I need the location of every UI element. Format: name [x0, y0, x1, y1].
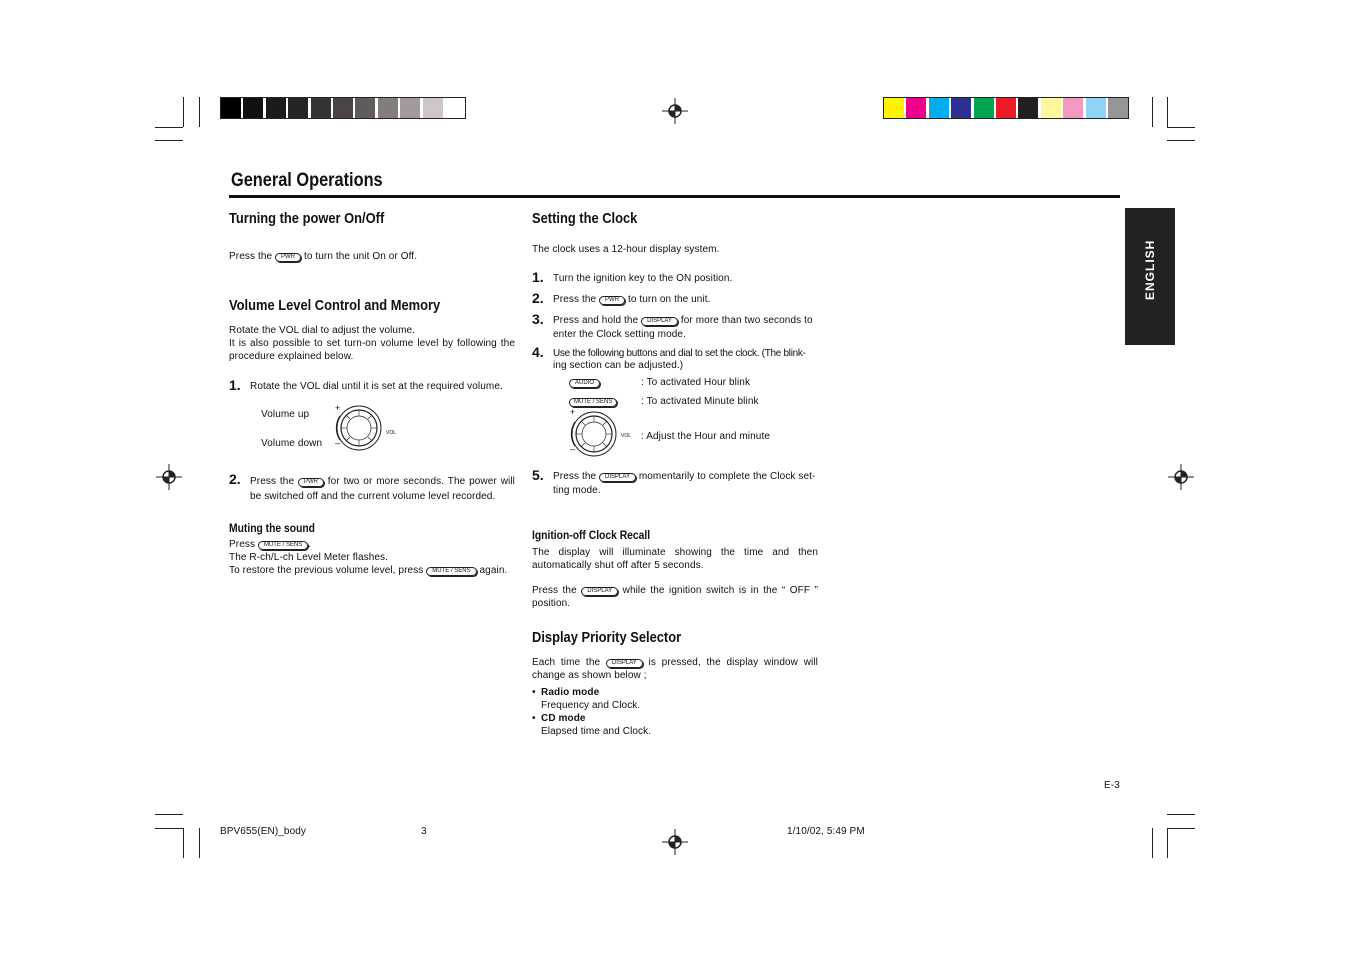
color-swatch [1018, 98, 1038, 118]
volume-step1: Rotate the VOL dial until it is set at the required volume. [250, 381, 503, 392]
color-swatch [884, 98, 904, 118]
text: Press the [532, 585, 577, 596]
pwr-button: PWR [275, 253, 301, 262]
step-number: 2. [229, 471, 241, 487]
clock-step5-line2: ting mode. [553, 485, 601, 496]
step-number: 2. [532, 290, 544, 306]
volume-up-label: Volume up [261, 409, 310, 420]
crop-mark [1167, 814, 1195, 815]
mute-sens-button: MUTE / SENS [569, 398, 617, 407]
registration-mark-icon [156, 464, 182, 490]
clock-step3-line2: enter the Clock setting mode. [553, 329, 686, 340]
display-button: DISPLAY [606, 659, 643, 668]
color-swatch [400, 98, 420, 118]
crop-mark [1152, 97, 1153, 127]
text: again. [479, 565, 508, 576]
recall-p1: The display will illuminate showing the time and then automatically shut off after 5 seconds. [532, 547, 818, 571]
title-rule [229, 195, 1120, 198]
color-swatch [333, 98, 353, 118]
color-swatch [243, 98, 263, 118]
text: momentarily to complete the Clock set- [638, 471, 816, 482]
language-tab-label: ENGLISH [1143, 239, 1157, 300]
pwr-button: PWR [298, 478, 324, 487]
crop-mark [199, 828, 200, 858]
minus-sign: – [570, 444, 576, 454]
recall-heading: Ignition-off Clock Recall [532, 528, 651, 542]
color-swatch [974, 98, 994, 118]
radio-mode-title: Radio mode [541, 687, 600, 698]
volume-dial-icon [330, 402, 400, 452]
page-number: E-3 [1104, 780, 1120, 791]
vol-dial-label: VOL [386, 430, 397, 436]
clock-heading: Setting the Clock [532, 210, 638, 227]
crop-mark [1167, 127, 1195, 128]
color-swatch [1063, 98, 1083, 118]
text: Press the [229, 251, 273, 262]
crop-mark [183, 97, 184, 127]
clock-step5 [553, 470, 823, 483]
muting-line3 [229, 564, 519, 577]
color-swatch [996, 98, 1016, 118]
step-number: 3. [532, 311, 544, 327]
opt-audio: : To activated Hour blink [641, 377, 751, 388]
footer-page: 3 [421, 826, 427, 837]
crop-mark [155, 828, 183, 829]
language-tab [1125, 208, 1175, 345]
power-text [229, 250, 519, 263]
minus-sign: – [335, 438, 341, 448]
text: to turn on the unit. [627, 294, 711, 305]
cd-mode-desc: Elapsed time and Clock. [541, 726, 652, 737]
audio-button-wrap [569, 377, 600, 388]
color-swatch [1108, 98, 1128, 118]
text: to turn the unit On or Off. [303, 251, 418, 262]
mute-sens-button: MUTE / SENS [258, 541, 308, 550]
volume-intro1: Rotate the VOL dial to adjust the volume. [229, 325, 416, 336]
step-number: 1. [532, 269, 544, 285]
mute-sens-button: MUTE / SENS [426, 567, 476, 576]
text: Press the [250, 476, 295, 487]
crop-mark [1152, 828, 1153, 858]
volume-step2 [250, 474, 515, 504]
color-swatch [929, 98, 949, 118]
clock-intro: The clock uses a 12-hour display system. [532, 244, 720, 255]
color-swatch [423, 98, 443, 118]
registration-mark-icon [662, 829, 688, 855]
color-swatch [221, 98, 241, 118]
display-button: DISPLAY [641, 317, 678, 326]
page-title: General Operations [231, 170, 383, 191]
muting-line1 [229, 538, 519, 551]
registration-mark-icon [662, 98, 688, 124]
crop-mark [1167, 828, 1195, 829]
clock-step3 [553, 314, 823, 327]
recall-p2 [532, 584, 818, 610]
plus-sign: + [335, 403, 341, 413]
color-swatch [355, 98, 375, 118]
audio-button: AUDIO [569, 379, 600, 388]
text: is pressed, the display window will change as shown below ; [532, 657, 818, 681]
power-heading: Turning the power On/Off [229, 210, 385, 227]
color-swatch [378, 98, 398, 118]
color-swatch [951, 98, 971, 118]
color-swatch [311, 98, 331, 118]
crop-mark [1167, 828, 1168, 858]
bullet: • [532, 687, 536, 698]
crop-mark [155, 814, 183, 815]
text: for more than two seconds to [680, 315, 813, 326]
footer-file: BPV655(EN)_body [220, 826, 306, 837]
clock-step2 [553, 293, 819, 306]
crop-mark [1167, 140, 1195, 141]
cd-mode-title: CD mode [541, 713, 586, 724]
step-number: 1. [229, 377, 241, 393]
color-swatch [445, 98, 465, 118]
text: Press the [553, 471, 597, 482]
crop-mark [183, 828, 184, 858]
pwr-button: PWR [599, 296, 625, 305]
muting-line2: The R-ch/L-ch Level Meter flashes. [229, 552, 389, 563]
clock-step4-line2: ing section can be adjusted.) [553, 360, 684, 371]
mute-button-wrap [569, 396, 617, 407]
opt-dial: : Adjust the Hour and minute [641, 431, 770, 442]
color-swatch [906, 98, 926, 118]
text: Press the [553, 294, 597, 305]
volume-heading: Volume Level Control and Memory [229, 297, 441, 314]
clock-step1: Turn the ignition key to the ON position. [553, 273, 733, 284]
text: Each time the [532, 657, 601, 668]
vol-dial-label: VOL [621, 433, 632, 439]
volume-down-label: Volume down [261, 438, 323, 449]
registration-mark-icon [1168, 464, 1194, 490]
display-button: DISPLAY [599, 473, 636, 482]
text: for two or more seconds. The power will be switched off and the current volume level recorded. [250, 476, 515, 502]
color-swatch [1086, 98, 1106, 118]
footer-timestamp: 1/10/02, 5:49 PM [787, 826, 865, 837]
volume-intro2: It is also possible to set turn-on volume level by following the procedure explained below. [229, 338, 515, 362]
color-swatch [266, 98, 286, 118]
text: To restore the previous volume level, press [229, 565, 424, 576]
color-swatch [288, 98, 308, 118]
step-number: 5. [532, 467, 544, 483]
crop-mark [155, 127, 183, 128]
display-button: DISPLAY [581, 587, 618, 596]
text: . [308, 539, 312, 550]
bullet: • [532, 713, 536, 724]
crop-mark [199, 97, 200, 127]
color-swatch [1041, 98, 1061, 118]
text: while the ignition switch is in the “ OFF ” position. [532, 585, 818, 609]
radio-mode-desc: Frequency and Clock. [541, 700, 641, 711]
plus-sign: + [570, 407, 576, 417]
step-number: 4. [532, 344, 544, 360]
text: Press and hold the [553, 315, 639, 326]
clock-step4-line1: Use the following buttons and dial to set the clock. (The blink- [553, 348, 806, 359]
opt-mute: : To activated Minute blink [641, 396, 759, 407]
crop-mark [1167, 97, 1168, 127]
muting-heading: Muting the sound [229, 521, 315, 535]
text: Press [229, 539, 256, 550]
priority-text [532, 656, 818, 682]
crop-mark [155, 140, 183, 141]
priority-heading: Display Priority Selector [532, 629, 682, 646]
